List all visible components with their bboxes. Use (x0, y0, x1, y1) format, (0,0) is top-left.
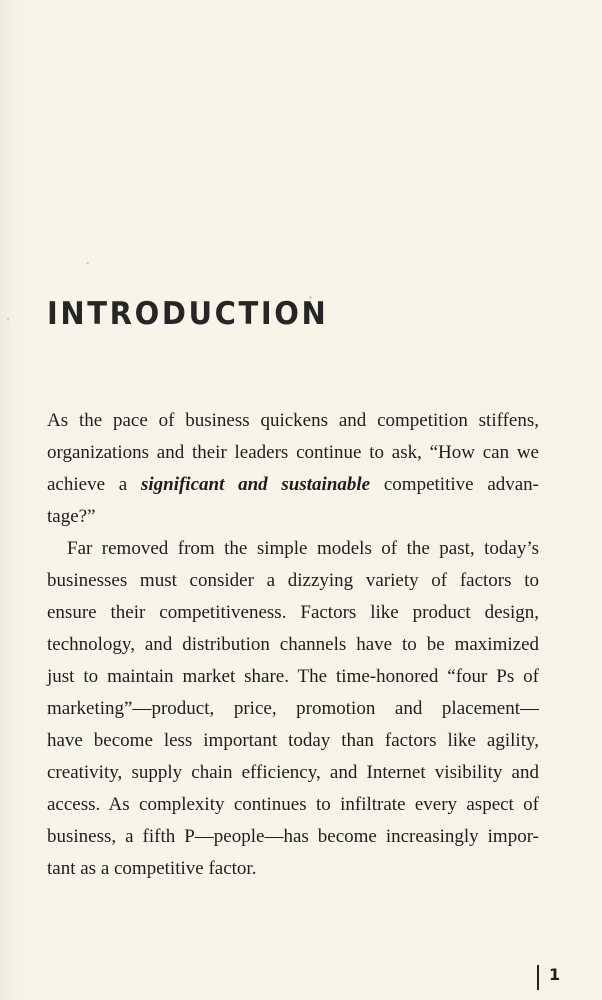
text-line: ensure their competitiveness. Factors like product design, (47, 602, 539, 623)
paragraph-1 (47, 405, 539, 533)
text-line: organizations and their leaders continue to ask, “How can we (47, 442, 539, 463)
text-line: creativity, supply chain efficiency, and Internet visibility and (47, 762, 539, 783)
page-number: 1 (549, 965, 561, 984)
emphasized-phrase: significant and sustainable (140, 474, 371, 495)
paragraph-2 (47, 533, 539, 885)
text-line: technology, and distribution channels have to be maximized (47, 634, 539, 655)
text-line: just to maintain market share. The time-honored “four Ps of (47, 666, 539, 687)
paper-speck (86, 262, 89, 264)
text-line: Far removed from the simple models of the past, today’s (67, 538, 539, 559)
text-run: competitive advan- (370, 474, 540, 495)
folio-divider (537, 965, 539, 990)
text-line: As the pace of business quickens and competition stiffens, (47, 410, 539, 431)
text-line: access. As complexity continues to infiltrate every aspect of (47, 794, 539, 815)
text-line (47, 469, 539, 501)
paper-speck (7, 318, 9, 321)
text-line: have become less important today than factors like agility, (47, 730, 539, 751)
chapter-body (47, 405, 539, 885)
text-line: marketing”—product, price, promotion and placement— (47, 698, 539, 719)
text-line: businesses must consider a dizzying variety of factors to (47, 570, 539, 591)
text-line: tant as a competitive factor. (47, 858, 257, 879)
text-line: business, a fifth P—people—has become increasingly impor- (47, 826, 539, 847)
text-run: achieve a (47, 474, 141, 495)
text-line: tage?” (47, 506, 96, 527)
chapter-heading: INTRODUCTION (47, 294, 329, 332)
